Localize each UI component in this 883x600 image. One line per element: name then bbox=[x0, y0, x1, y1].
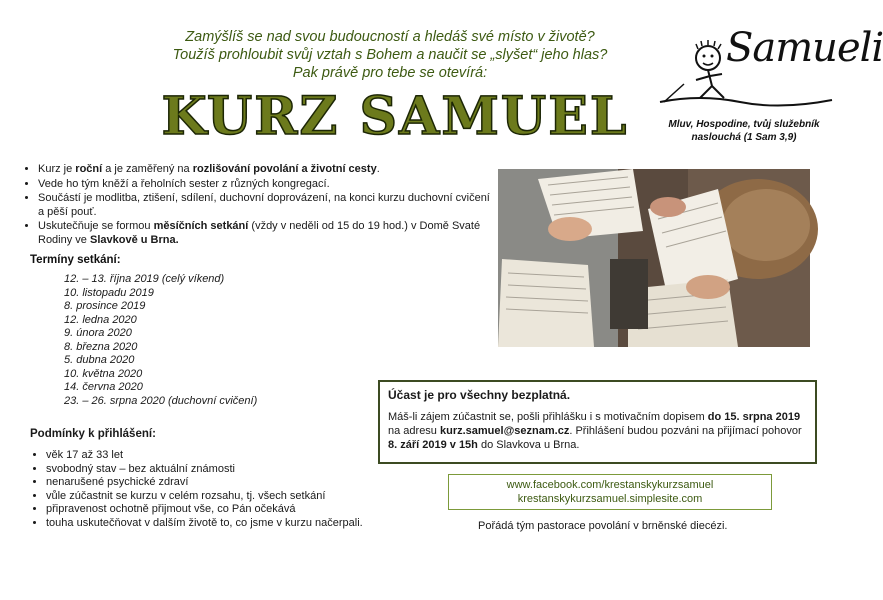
intro-line: Zamýšlíš se nad svou budoucností a hledáš své místo v životě? bbox=[185, 29, 595, 45]
links-box bbox=[448, 474, 772, 510]
terms-heading: Termíny setkání: bbox=[30, 254, 121, 266]
list-item: • svobodný stav – bez aktuální známosti bbox=[46, 463, 466, 477]
list-item bbox=[38, 192, 490, 219]
course-info-list bbox=[24, 163, 490, 248]
list-item: • nenarušené psychické zdraví bbox=[46, 476, 466, 490]
text-bold: rozlišování povolání a životní cesty bbox=[192, 163, 377, 175]
list-item: • touha uskutečňovat v dalším životě to, co jsme v kurzu načerpali. bbox=[46, 517, 466, 531]
text: Uskutečňuje se formou bbox=[38, 220, 154, 232]
text: Máš-li zájem zúčastnit se, pošli přihlášku i s motivačním dopisem bbox=[388, 411, 708, 423]
intro-line: Toužíš prohloubit svůj vztah s Bohem a naučit se „slyšet“ jeho hlas? bbox=[172, 47, 608, 63]
text: . bbox=[376, 163, 380, 175]
fee-title: Účast je pro všechny bezplatná. bbox=[388, 388, 571, 402]
date-item: 8. prosince 2019 bbox=[64, 300, 146, 312]
list-item bbox=[38, 163, 490, 177]
text: Vede ho tým kněží a řeholních sester z různých kongregací. bbox=[38, 177, 330, 190]
registration-text bbox=[388, 410, 807, 452]
intro-line: Pak právě pro tebe se otevírá: bbox=[292, 65, 488, 81]
text: a je zaměřený na bbox=[102, 163, 193, 175]
date-item: 9. února 2020 bbox=[64, 327, 132, 339]
date-item: 12. ledna 2020 bbox=[64, 313, 137, 326]
text-bold: Slavkově u Brna. bbox=[89, 233, 179, 246]
date-item: 5. dubna 2020 bbox=[64, 354, 135, 366]
text: Kurz je bbox=[38, 163, 76, 175]
conditions-heading: Podmínky k přihlášení: bbox=[30, 428, 156, 440]
interview-date: 8. září 2019 v 15h bbox=[388, 439, 478, 451]
text: (vždy v neděli od 15 do 19 hod.) v Domě Svaté Rodiny ve bbox=[38, 220, 481, 246]
list-item: • připravenost ochotně přijmout vše, co Pán očekává bbox=[46, 503, 466, 517]
course-title: KURZ SAMUEL bbox=[161, 86, 629, 147]
list-item bbox=[38, 220, 490, 247]
date-item: 8. března 2020 bbox=[64, 340, 138, 353]
website-link[interactable]: krestanskykurzsamuel.simplesite.com bbox=[517, 493, 703, 505]
list-item: • věk 17 až 33 let bbox=[46, 449, 466, 463]
text-bold: roční bbox=[75, 163, 103, 175]
date-item: 14. června 2020 bbox=[64, 381, 143, 393]
registration-box bbox=[378, 380, 817, 464]
text: do Slavkova u Brna. bbox=[477, 439, 580, 451]
text: . Přihlášení budou pozváni na přijímací pohovor bbox=[569, 425, 802, 437]
text: Součástí je modlitba, ztišení, sdílení, duchovní doprovázení, na konci kurzu duchovní cvičení a pěší pouť. bbox=[38, 192, 490, 218]
deadline: do 15. srpna 2019 bbox=[707, 411, 801, 423]
date-item: 23. – 26. srpna 2020 (duchovní cvičení) bbox=[64, 394, 258, 407]
list-item bbox=[38, 178, 490, 192]
bible-reading-photo bbox=[498, 169, 810, 347]
text-bold: měsíčních setkání bbox=[153, 220, 249, 232]
date-item: 10. května 2020 bbox=[64, 367, 143, 380]
dates-list bbox=[64, 273, 257, 408]
email-address: kurz.samuel@seznam.cz bbox=[439, 425, 570, 437]
list-item: • vůle zúčastnit se kurzu v celém rozsahu, tj. všech setkání bbox=[46, 490, 466, 504]
date-item: 12. – 13. října 2019 (celý víkend) bbox=[64, 273, 225, 285]
logo-word: Samueli bbox=[726, 25, 883, 71]
bible-verse: Mluv, Hospodine, tvůj služebník naslouchá (1 Sam 3,9) bbox=[668, 119, 820, 143]
organizer-note: Pořádá tým pastorace povolání v brněnské diecézi. bbox=[478, 520, 728, 532]
intro-text bbox=[150, 28, 630, 82]
date-item: 10. listopadu 2019 bbox=[64, 286, 154, 299]
text: na adresu bbox=[388, 425, 440, 437]
facebook-link[interactable]: www.facebook.com/krestanskykurzsamuel bbox=[506, 479, 714, 491]
